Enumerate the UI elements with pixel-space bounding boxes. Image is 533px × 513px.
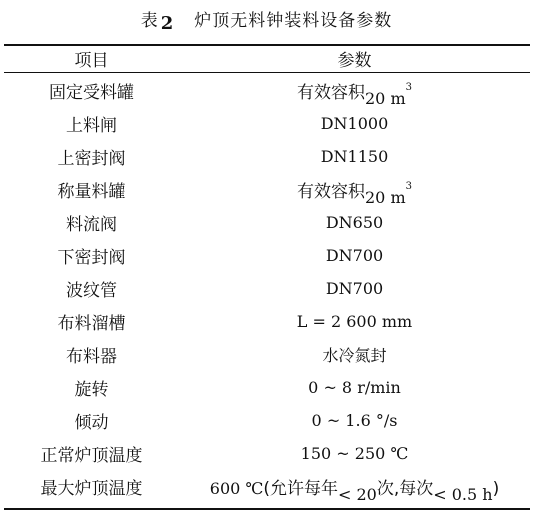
row-item: 波纹管 [66,281,117,301]
param-value: 20 m [365,188,406,207]
row-param: 150 ~ 250 ℃ [300,444,409,463]
row-param: L = 2 600 mm [296,312,413,331]
table-row [4,239,530,272]
row-param: DN1150 [320,147,389,166]
param-text: 有效容积 [297,83,365,103]
header-item: 项目 [74,50,109,71]
row-item: 旋转 [74,380,109,400]
header-param: 参数 [337,50,372,71]
row-item: 倾动 [74,413,109,433]
table-row [4,74,530,107]
row-param [179,474,530,504]
param-text-2: 次,每次 [376,479,434,499]
table-row [4,338,530,371]
param-value: 600 ℃ [209,479,264,498]
param-text: (允许每年 [263,479,338,499]
table-row [4,305,530,338]
row-item: 称量料罐 [57,182,126,202]
param-value-3: < 0.5 h [433,485,493,504]
param-text-3: ) [492,479,500,499]
caption-number: 2 [160,13,175,34]
row-param: 水冷氮封 [322,346,387,365]
row-item: 上密封阀 [57,149,126,169]
bottom-rule [4,508,530,510]
row-item: 下密封阀 [57,248,126,268]
table-row [4,404,530,437]
table-row [4,140,530,173]
row-item: 最大炉顶温度 [40,479,143,499]
param-text: 有效容积 [297,182,365,202]
table-row [4,206,530,239]
row-param [179,78,530,108]
table-row [4,371,530,404]
row-item: 固定受料罐 [49,83,134,103]
table-header [4,44,530,72]
header-rule [4,72,530,73]
param-superscript: 3 [405,181,412,192]
row-item: 料流阀 [66,215,117,235]
row-param: DN1000 [320,114,389,133]
row-item: 上料闸 [66,116,117,136]
param-superscript: 3 [405,82,412,93]
param-value: 20 m [365,89,406,108]
row-item: 正常炉顶温度 [40,446,143,466]
row-param: DN700 [325,279,384,298]
table-caption [0,6,533,34]
table-body [4,74,530,503]
row-param: DN650 [325,213,384,232]
table-row [4,173,530,206]
row-param: 0 ~ 1.6 °/s [311,411,398,430]
table-row [4,470,530,503]
table-row [4,272,530,305]
caption-prefix: 表 [140,11,159,31]
row-param [179,177,530,207]
row-param: 0 ~ 8 r/min [308,378,401,397]
table-row [4,437,530,470]
table-row [4,107,530,140]
param-value-2: < 20 [337,485,377,504]
parameter-table [4,44,530,504]
row-item: 布料器 [66,347,117,367]
row-item: 布料溜槽 [57,314,126,334]
row-param: DN700 [325,246,384,265]
caption-title: 炉顶无料钟装料设备参数 [194,11,393,31]
